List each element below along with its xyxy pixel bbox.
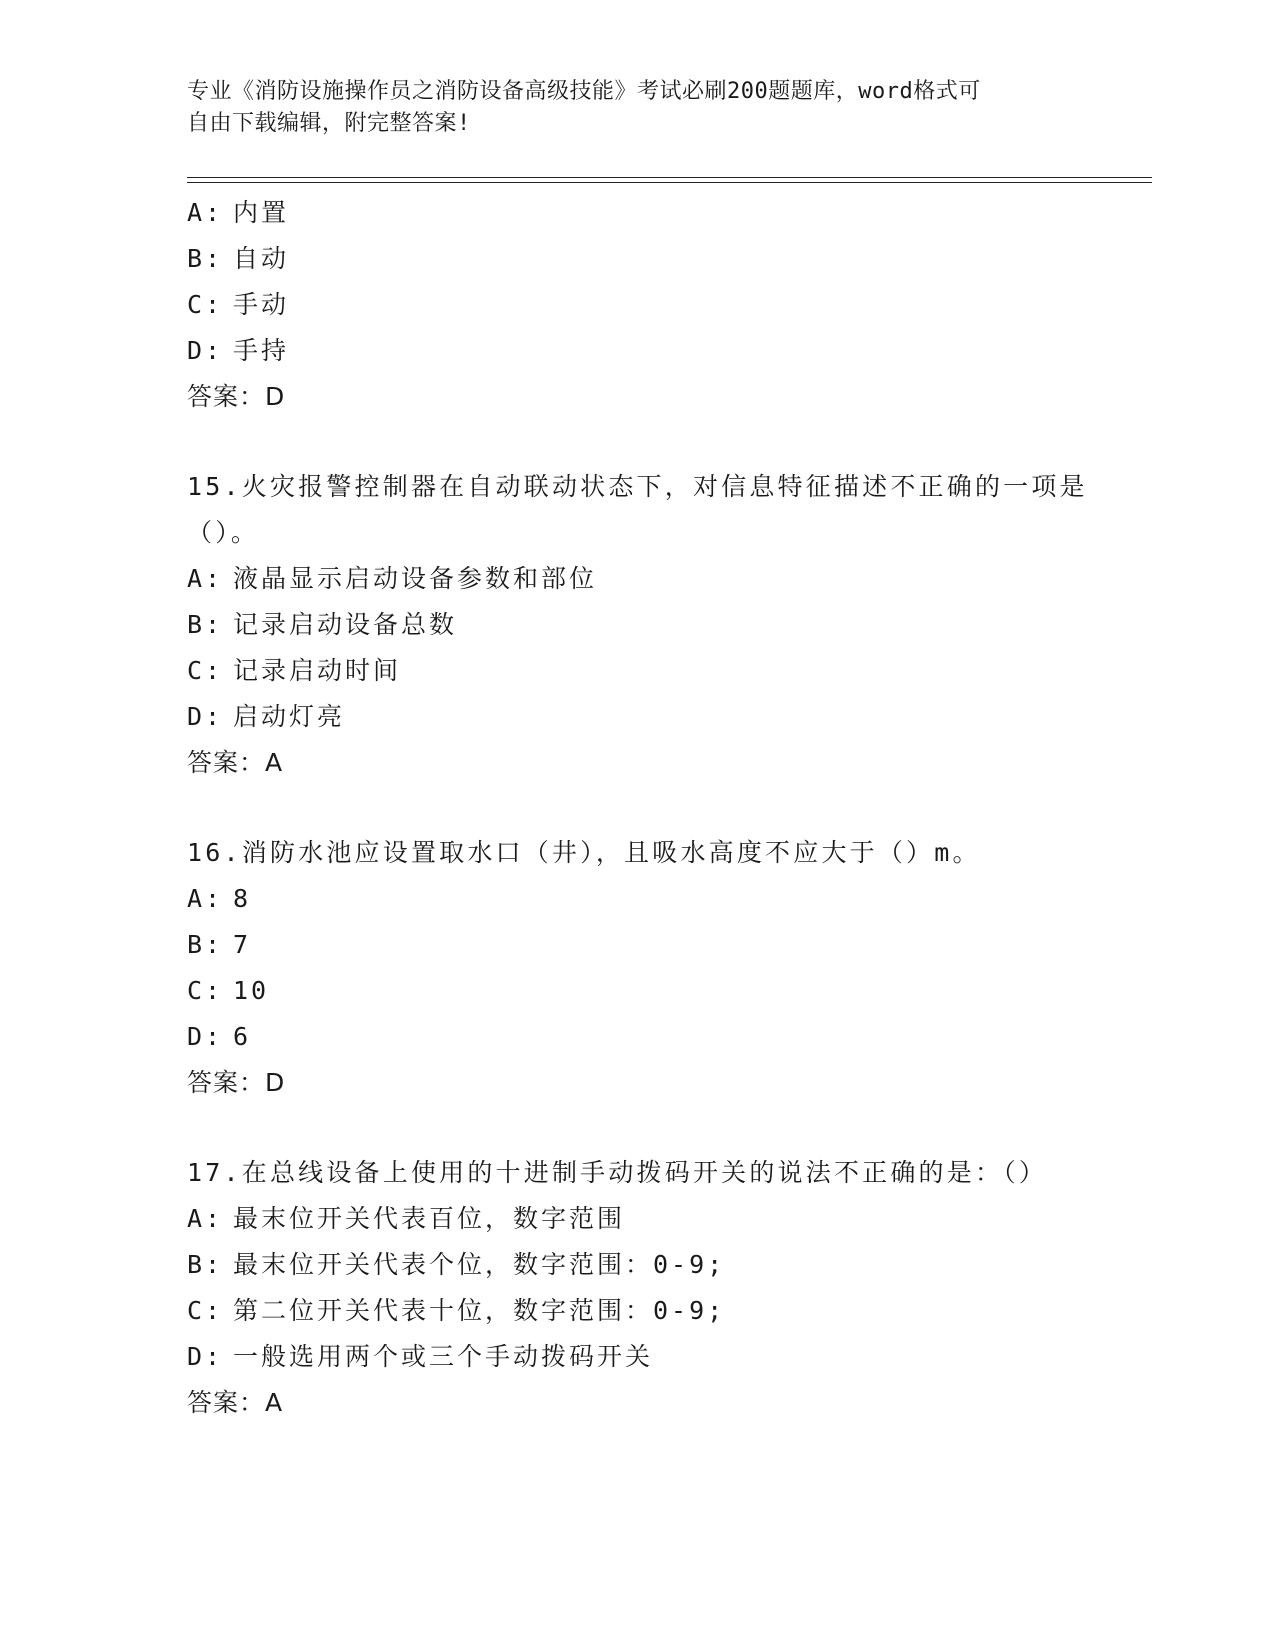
option-d: D: 一般选用两个或三个手动拨码开关 xyxy=(187,1342,654,1371)
header-line-2: 自由下载编辑，附完整答案! xyxy=(187,111,471,136)
option-b: B: 最末位开关代表个位，数字范围：0-9; xyxy=(187,1250,726,1279)
option-c: C: 第二位开关代表十位，数字范围：0-9; xyxy=(187,1296,726,1325)
question-text: 16.消防水池应设置取水口（井），且吸水高度不应大于（）m。 xyxy=(187,838,981,867)
header-rule-top xyxy=(187,177,1152,178)
header-rule-bottom xyxy=(187,182,1152,183)
option-d: D: 6 xyxy=(187,1022,252,1051)
option-a: A: 液晶显示启动设备参数和部位 xyxy=(187,564,598,593)
document-header xyxy=(187,76,1067,140)
question-17 xyxy=(187,1150,1107,1426)
question-text: 15.火灾报警控制器在自动联动状态下，对信息特征描述不正确的一项是（）。 xyxy=(187,472,1088,547)
option-c: C: 手动 xyxy=(187,290,290,319)
option-b: B: 7 xyxy=(187,930,252,959)
option-d: D: 手持 xyxy=(187,336,290,365)
option-a: A: 8 xyxy=(187,884,252,913)
question-16 xyxy=(187,830,1107,1106)
option-a: A: 内置 xyxy=(187,198,290,227)
answer-line: 答案：D xyxy=(187,1068,286,1097)
question-14 xyxy=(187,190,1107,420)
document-body xyxy=(187,190,1107,1426)
option-b: B: 自动 xyxy=(187,244,290,273)
option-c: C: 10 xyxy=(187,976,270,1005)
answer-line: 答案：A xyxy=(187,748,284,777)
question-15 xyxy=(187,464,1107,786)
header-line-1: 专业《消防设施操作员之消防设备高级技能》考试必刷200题题库，word格式可 xyxy=(187,79,981,104)
option-b: B: 记录启动设备总数 xyxy=(187,610,458,639)
answer-line: 答案：D xyxy=(187,382,286,411)
question-text: 17.在总线设备上使用的十进制手动拨码开关的说法不正确的是：（） xyxy=(187,1158,1048,1187)
answer-line: 答案：A xyxy=(187,1388,284,1417)
option-c: C: 记录启动时间 xyxy=(187,656,402,685)
option-a: A: 最末位开关代表百位，数字范围 xyxy=(187,1204,626,1233)
option-d: D: 启动灯亮 xyxy=(187,702,346,731)
